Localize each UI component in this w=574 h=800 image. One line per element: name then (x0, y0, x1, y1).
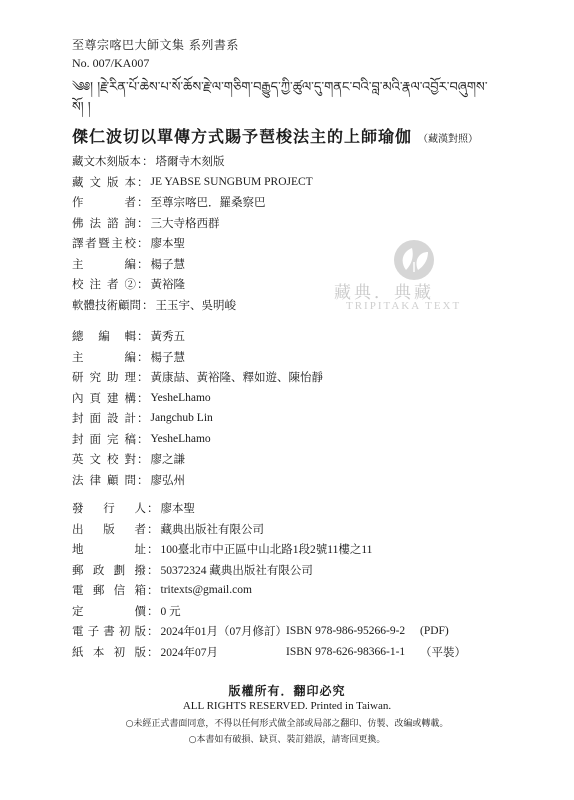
publisher-value: 2024年01月（07月修訂） (160, 626, 287, 639)
publisher-label: 定價 (72, 603, 146, 618)
rights-statement: 版權所有．翻印必究 (228, 684, 346, 698)
colon: ： (147, 501, 159, 516)
publisher-block (72, 498, 512, 662)
book-title (72, 124, 478, 147)
colon: ： (147, 583, 159, 598)
isbn-format: （平裝） (420, 646, 466, 659)
colon: ： (137, 390, 149, 405)
staff-value: YesheLhamo (150, 391, 211, 404)
credit-row (72, 254, 313, 275)
series-title: 至尊宗喀巴大師文集 系列書系 (72, 38, 239, 52)
credit-value: 黃裕隆 (150, 279, 185, 292)
credit-row (72, 172, 313, 193)
staff-label: 內頁建構 (72, 390, 136, 405)
publisher-row (72, 580, 512, 601)
staff-value: 黃康喆、黃裕隆、釋如遊、陳怡靜 (150, 372, 323, 385)
staff-row (72, 429, 323, 450)
credit-row (72, 274, 313, 295)
staff-value: 楊子慧 (150, 351, 185, 364)
staff-label: 法律顧問 (72, 472, 136, 487)
staff-label: 主編 (72, 349, 136, 364)
staff-label: 研究助理 (72, 370, 136, 385)
publisher-row (72, 519, 512, 540)
credit-value: 王玉宇、吳明峻 (155, 299, 236, 312)
staff-row (72, 326, 323, 347)
isbn-number: ISBN 978-986-95266-9-2 (286, 625, 406, 638)
credit-row (72, 233, 313, 254)
colon: ： (147, 644, 159, 659)
staff-row (72, 388, 323, 409)
publisher-label: 郵政劃撥 (72, 562, 146, 577)
staff-row (72, 408, 323, 429)
colon: ： (137, 277, 149, 292)
logo-subtext: TRIPITAKA TEXT (346, 300, 462, 312)
publisher-row (72, 498, 512, 519)
colon: ： (147, 624, 159, 639)
publisher-row (72, 642, 512, 663)
logo-text: 藏典．典藏 (334, 283, 434, 303)
colon: ： (137, 195, 149, 210)
colon: ： (137, 452, 149, 467)
isbn-number: ISBN 978-626-98366-1-1 (286, 645, 406, 658)
publisher-value: tritexts@gmail.com (160, 584, 252, 597)
colon: ： (147, 542, 159, 557)
publisher-value: 0 元 (160, 605, 181, 618)
credit-row (72, 213, 313, 234)
publisher-value: 2024年07月 (160, 646, 218, 659)
credit-label: 軟體技術顧問 (72, 297, 141, 312)
book-title-text: 傑仁波切以單傳方式賜予琶梭法主的上師瑜伽 (72, 127, 413, 146)
colon: ： (137, 329, 149, 344)
staff-label: 總編輯 (72, 329, 136, 344)
credit-label: 主編 (72, 256, 136, 271)
publisher-value: 100臺北市中正區中山北路1段2號11樓之11 (160, 544, 373, 557)
credit-value: JE YABSE SUNGBUM PROJECT (150, 175, 313, 188)
rights-statement-english: ALL RIGHTS RESERVED. Printed in Taiwan. (182, 700, 392, 712)
publisher-value: 廖本聖 (160, 503, 195, 516)
publisher-row (72, 560, 512, 581)
credit-label: 藏文版本 (72, 174, 136, 189)
colon: ： (142, 154, 154, 169)
colon: ： (137, 431, 149, 446)
publisher-label: 紙本初版 (72, 644, 146, 659)
colon: ： (137, 349, 149, 364)
publisher-row (72, 621, 512, 642)
colon: ： (137, 370, 149, 385)
isbn-format: (PDF) (420, 625, 449, 638)
staff-value: Jangchub Lin (150, 412, 213, 425)
publisher-value: 50372324 藏典出版社有限公司 (160, 564, 313, 577)
colon: ： (137, 236, 149, 251)
credit-value: 楊子慧 (150, 258, 185, 271)
tibetan-title: ༄༅། །རྗེ་རིན་པོ་ཆེས་པ་སོ་ཆོས་རྗེ་ལ་གཅིག་བརྒྱུད་ཀྱི་ཚུལ་དུ་གནང་བའི་བླ་མའི་རྣལ་འབྱོར་བཞུགས་སོ། ། (72, 80, 488, 115)
staff-row (72, 470, 323, 491)
reproduction-notice: ○未經正式書面同意，不得以任何形式做全部或局部之翻印、仿製、改編或轉載。 (125, 719, 449, 729)
staff-value: 廖弘州 (150, 474, 185, 487)
publisher-row (72, 539, 512, 560)
credit-row (72, 151, 313, 172)
staff-row (72, 347, 323, 368)
publisher-value: 藏典出版社有限公司 (160, 523, 264, 536)
credit-label: 校注者② (72, 277, 136, 292)
staff-row (72, 367, 323, 388)
credit-value: 廖本聖 (150, 238, 185, 251)
publisher-row (72, 601, 512, 622)
replacement-notice: ○本書如有破損、缺頁、裝訂錯誤，請寄回更換。 (188, 735, 386, 745)
credit-label: 藏文木刻版本 (72, 154, 141, 169)
colon: ： (137, 215, 149, 230)
series-number: No. 007/KA007 (72, 56, 150, 70)
colon: ： (137, 411, 149, 426)
publisher-label: 出版者 (72, 521, 146, 536)
credits-block (72, 151, 313, 315)
title-note: （藏漢對照） (418, 134, 479, 145)
staff-value: 黃秀五 (150, 331, 185, 344)
publisher-label: 地址 (72, 542, 146, 557)
colon: ： (147, 521, 159, 536)
credit-row (72, 192, 313, 213)
credit-label: 譯者暨主校 (72, 236, 136, 251)
staff-block (72, 326, 323, 490)
publisher-label: 電郵信箱 (72, 583, 146, 598)
credit-label: 作者 (72, 195, 136, 210)
colon: ： (137, 472, 149, 487)
publisher-label: 發行人 (72, 501, 146, 516)
credit-value: 三大寺格西群 (150, 217, 220, 230)
staff-value: 廖之謙 (150, 454, 185, 467)
credit-value: 塔爾寺木刻版 (155, 156, 225, 169)
credit-row (72, 295, 313, 316)
credit-value: 至尊宗喀巴．羅桑察巴 (150, 197, 266, 210)
credit-label: 佛法諮詢 (72, 215, 136, 230)
publisher-label: 電子書初版 (72, 624, 146, 639)
colon: ： (137, 174, 149, 189)
colon: ： (147, 562, 159, 577)
colon: ： (142, 297, 154, 312)
colon: ： (147, 603, 159, 618)
staff-row (72, 449, 323, 470)
colon: ： (137, 256, 149, 271)
staff-label: 英文校對 (72, 452, 136, 467)
staff-label: 封面完稿 (72, 431, 136, 446)
staff-value: YesheLhamo (150, 432, 211, 445)
staff-label: 封面設計 (72, 411, 136, 426)
